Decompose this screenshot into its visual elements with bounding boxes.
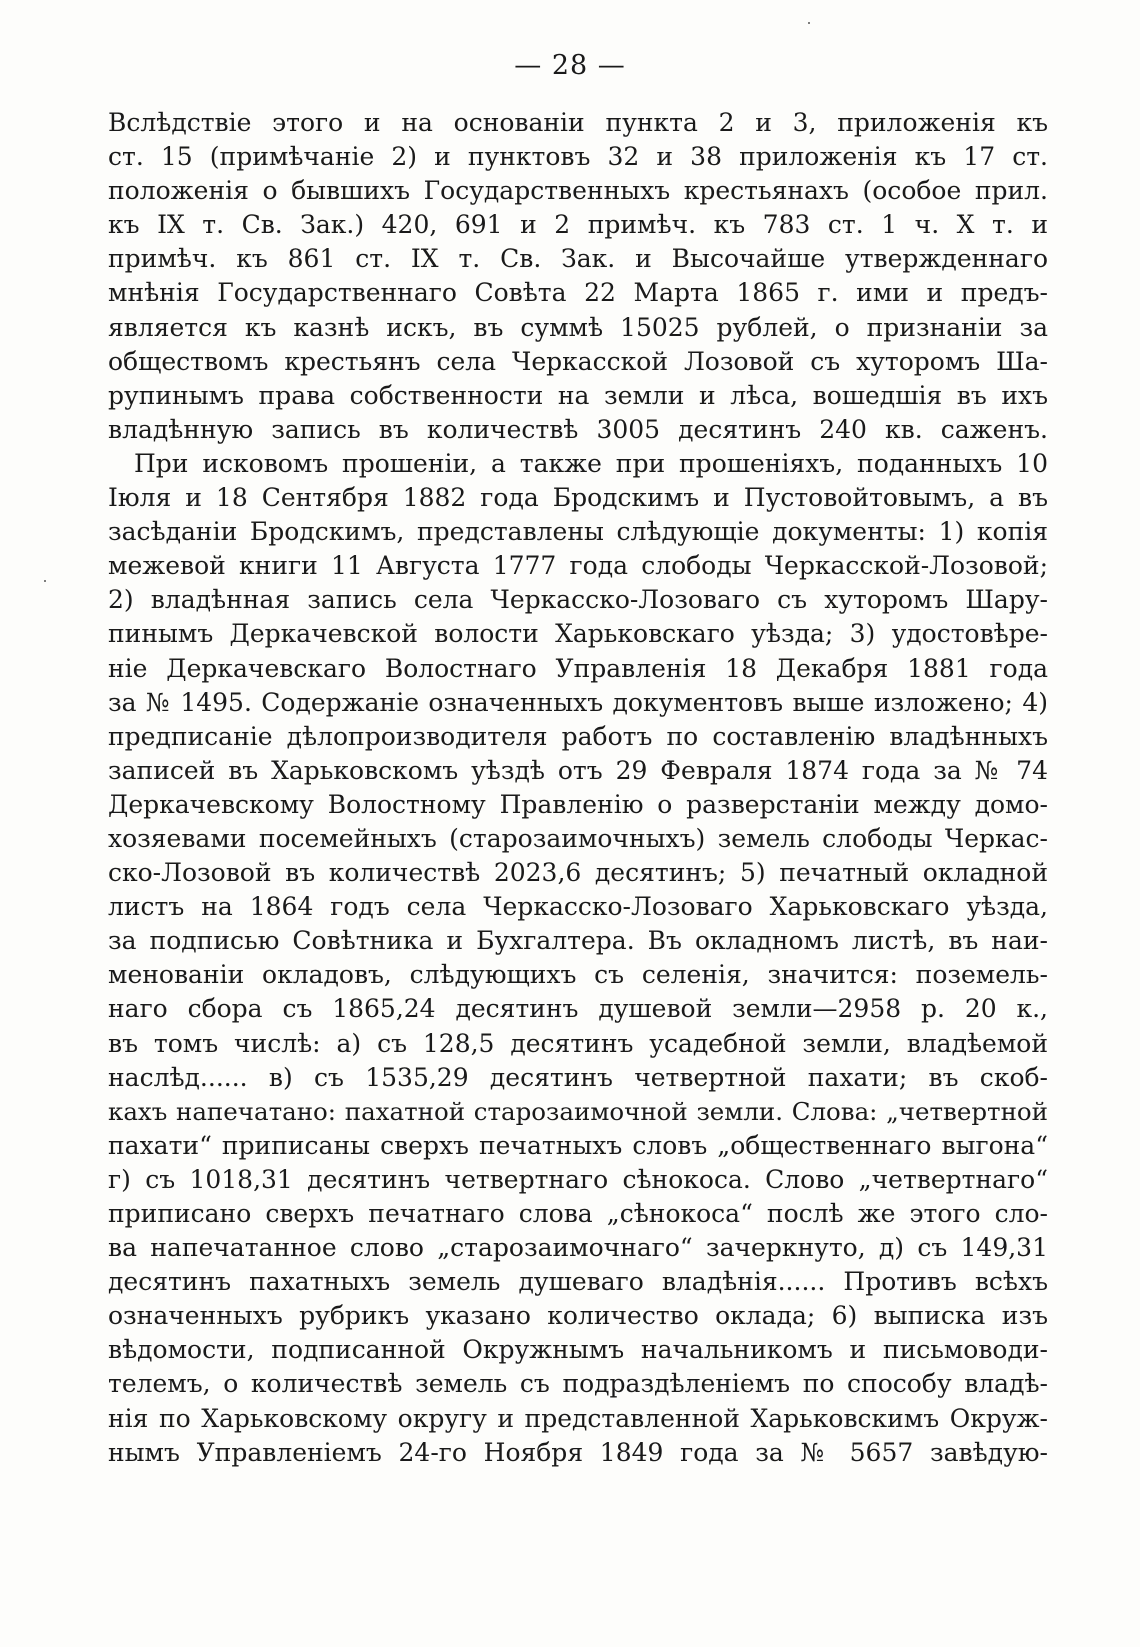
text-line: записей въ Харьковскомъ уѣздѣ отъ 29 Февраля 1874 года за № 74 xyxy=(108,755,1048,785)
text-line: предписаніе дѣлопроизводителя работъ по составленію владѣнныхъ xyxy=(108,721,1048,751)
text-line: въ томъ числѣ: а) съ 128,5 десятинъ усадебной земли, владѣемой xyxy=(108,1028,1048,1058)
text-line: нія по Харьковскому округу и представленной Харьковскимъ Окруж- xyxy=(108,1403,1048,1433)
text-line: мнѣнія Государственнаго Совѣта 22 Марта 1865 г. ими и предъ- xyxy=(108,278,1048,308)
text-line: обществомъ крестьянъ села Черкасской Лозовой съ хуторомъ Ша- xyxy=(108,346,1048,376)
text-line: менованіи окладовъ, слѣдующихъ съ селенія, значится: поземель- xyxy=(108,960,1048,990)
text-line: телемъ, о количествѣ земель съ подраздѣленіемъ по способу владѣ- xyxy=(108,1369,1048,1399)
text-line: пинымъ Деркачевской волости Харьковскаго уѣзда; 3) удостовѣре- xyxy=(108,619,1048,649)
text-line: за подписью Совѣтника и Бухгалтера. Въ окладномъ листѣ, въ наи- xyxy=(108,926,1048,956)
text-line: листъ на 1864 годъ села Черкасско-Лозоваго Харьковскаго уѣзда, xyxy=(108,892,1048,922)
text-line: кахъ напечатано: пахатной старозаимочной земли. Слова: „четвертной xyxy=(108,1096,1048,1126)
text-line: При исковомъ прошеніи, а также при прошеніяхъ, поданныхъ 10 xyxy=(134,448,1048,478)
text-line: пахати“ приписаны сверхъ печатныхъ словъ „общественнаго выгона“ xyxy=(108,1130,1048,1160)
text-line: примѣч. къ 861 ст. IX т. Св. Зак. и Высочайше утвержденнаго xyxy=(108,244,1048,274)
text-line: рупинымъ права собственности на земли и лѣса, вошедшія въ ихъ xyxy=(108,380,1048,410)
text-line: за № 1495. Содержаніе означенныхъ документовъ выше изложено; 4) xyxy=(108,687,1048,717)
text-line: Іюля и 18 Сентября 1882 года Бродскимъ и Пустовойтовымъ, а въ xyxy=(108,483,1048,513)
text-line: Вслѣдствіе этого и на основаніи пункта 2 и 3, приложенія къ xyxy=(108,108,1048,137)
scan-speck xyxy=(44,580,46,582)
text-line: межевой книги 11 Августа 1777 года слободы Черкасской-Лозовой; xyxy=(108,551,1048,581)
text-line: означенныхъ рубрикъ указано количество оклада; 6) выписка изъ xyxy=(108,1301,1048,1331)
scan-speck xyxy=(808,22,810,24)
text-line: къ IX т. Св. Зак.) 420, 691 и 2 примѣч. къ 783 ст. 1 ч. X т. и xyxy=(108,210,1048,240)
text-line: ва напечатанное слово „старозаимочнаго“ зачеркнуто, д) съ 149,31 xyxy=(108,1233,1048,1263)
text-line: положенія о бывшихъ Государственныхъ крестьянахъ (особое прил. xyxy=(108,176,1048,206)
text-line: наго сбора съ 1865,24 десятинъ душевой земли—2958 р. 20 к., xyxy=(108,994,1048,1024)
text-line: 2) владѣнная запись села Черкасско-Лозоваго съ хуторомъ Шару- xyxy=(108,585,1048,615)
text-line: десятинъ пахатныхъ земель душеваго владѣнія...... Противъ всѣхъ xyxy=(108,1267,1048,1297)
text-line: г) съ 1018,31 десятинъ четвертнаго сѣнокоса. Слово „четвертнаго“ xyxy=(108,1164,1048,1194)
text-line: Деркачевскому Волостному Правленію о разверстаніи между домо- xyxy=(108,789,1048,819)
body-text xyxy=(108,106,1048,1470)
text-line: является къ казнѣ искъ, въ суммѣ 15025 рублей, о признаніи за xyxy=(108,312,1048,342)
text-line: хозяевами посемейныхъ (старозаимочныхъ) земель слободы Черкас- xyxy=(108,823,1048,853)
text-line: ско-Лозовой въ количествѣ 2023,6 десятинъ; 5) печатный окладной xyxy=(108,858,1048,888)
text-line: нымъ Управленіемъ 24-го Ноября 1849 года за № 5657 завѣдую- xyxy=(108,1437,1048,1467)
page-number: — 28 — xyxy=(514,50,626,81)
text-line: ніе Деркачевскаго Волостнаго Управленія 18 Декабря 1881 года xyxy=(108,653,1048,683)
text-line: ст. 15 (примѣчаніе 2) и пунктовъ 32 и 38 приложенія къ 17 ст. xyxy=(108,142,1048,172)
text-line: вѣдомости, подписанной Окружнымъ начальникомъ и письмоводи- xyxy=(108,1335,1048,1365)
text-line: владѣнную запись въ количествѣ 3005 десятинъ 240 кв. саженъ. xyxy=(108,414,1048,444)
text-line: засѣданіи Бродскимъ, представлены слѣдующіе документы: 1) копія xyxy=(108,517,1048,547)
text-line: приписано сверхъ печатнаго слова „сѣнокоса“ послѣ же этого сло- xyxy=(108,1199,1048,1228)
text-line: наслѣд...... в) съ 1535,29 десятинъ четвертной пахати; въ скоб- xyxy=(108,1062,1048,1092)
